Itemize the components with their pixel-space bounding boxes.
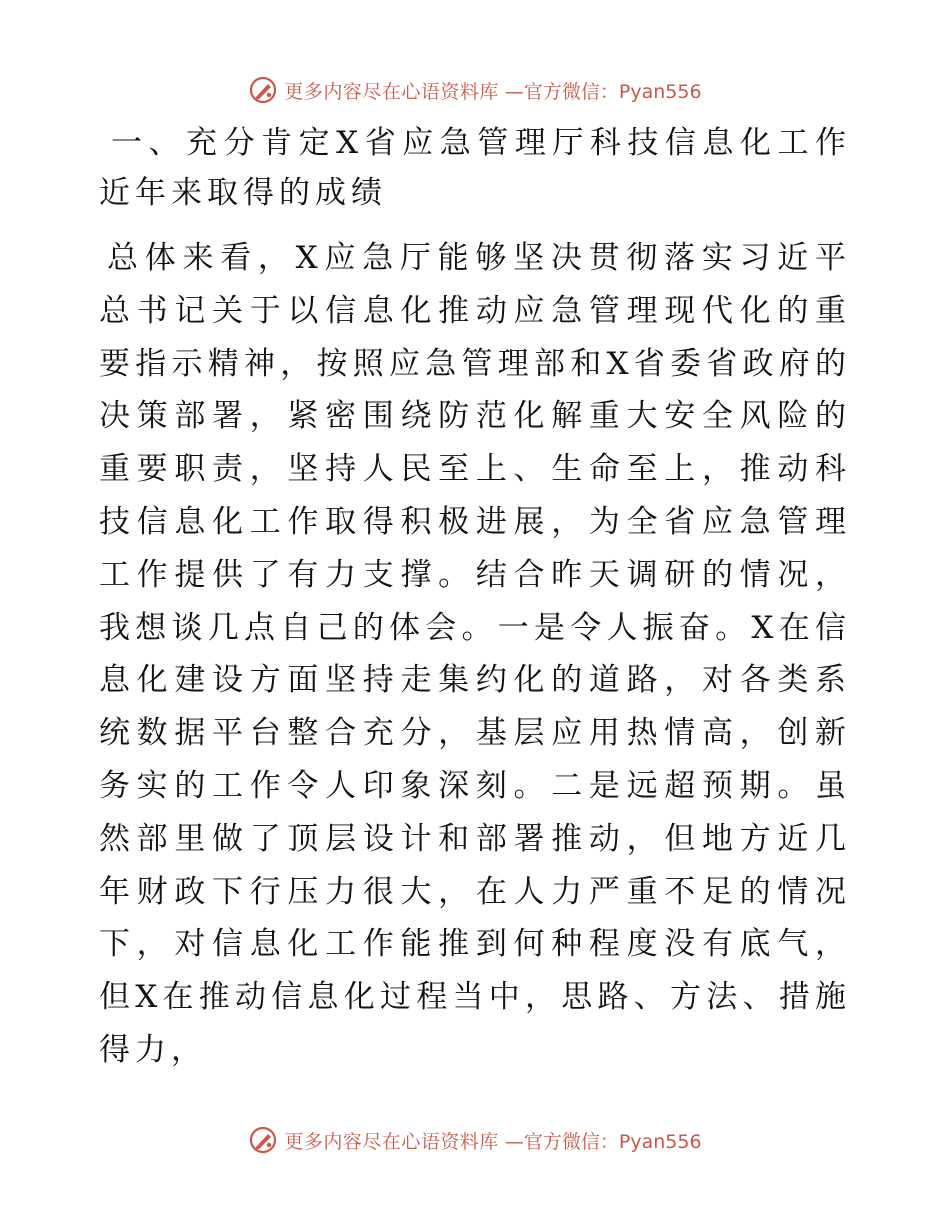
footer-banner [0,1120,950,1160]
header-promo-text: 更多内容尽在心语资料库 [284,80,499,103]
section-heading: 一、充分肯定X省应急管理厅科技信息化工作近年来取得的成绩 [99,125,851,211]
footer-wechat-text: —官方微信：Pyan556 [504,1130,702,1153]
footer-promo-text: 更多内容尽在心语资料库 [284,1130,499,1153]
pen-logo-icon [248,75,278,105]
header-wechat-text: —官方微信：Pyan556 [504,80,702,103]
pen-logo-icon [248,1125,278,1155]
body-paragraph: 总体来看，X应急厅能够坚决贯彻落实习近平总书记关于以信息化推动应急管理现代化的重要指示精神，按照应急管理部和X省委省政府的决策部署，紧密围绕防范化解重大安全风险的重要职责，坚持人民至上、生命至上，推动科技信息化工作取得积极进展，为全省应急管理工作提供了有力支撑。结合昨天调研的情况，我想谈几点自己的体会。一是令人振奋。X在信息化建设方面坚持走集约化的道路，对各类系统数据平台整合充分，基层应用热情高，创新务实的工作令人印象深刻。二是远超预期。虽然部里做了顶层设计和部署推动，但地方近几年财政下行压力很大，在人力严重不足的情况下，对信息化工作能推到何种程度没有底气，但X在推动信息化过程当中，思路、方法、措施得力， [99,240,851,1068]
header-banner [0,70,950,110]
document-body [99,118,851,1077]
